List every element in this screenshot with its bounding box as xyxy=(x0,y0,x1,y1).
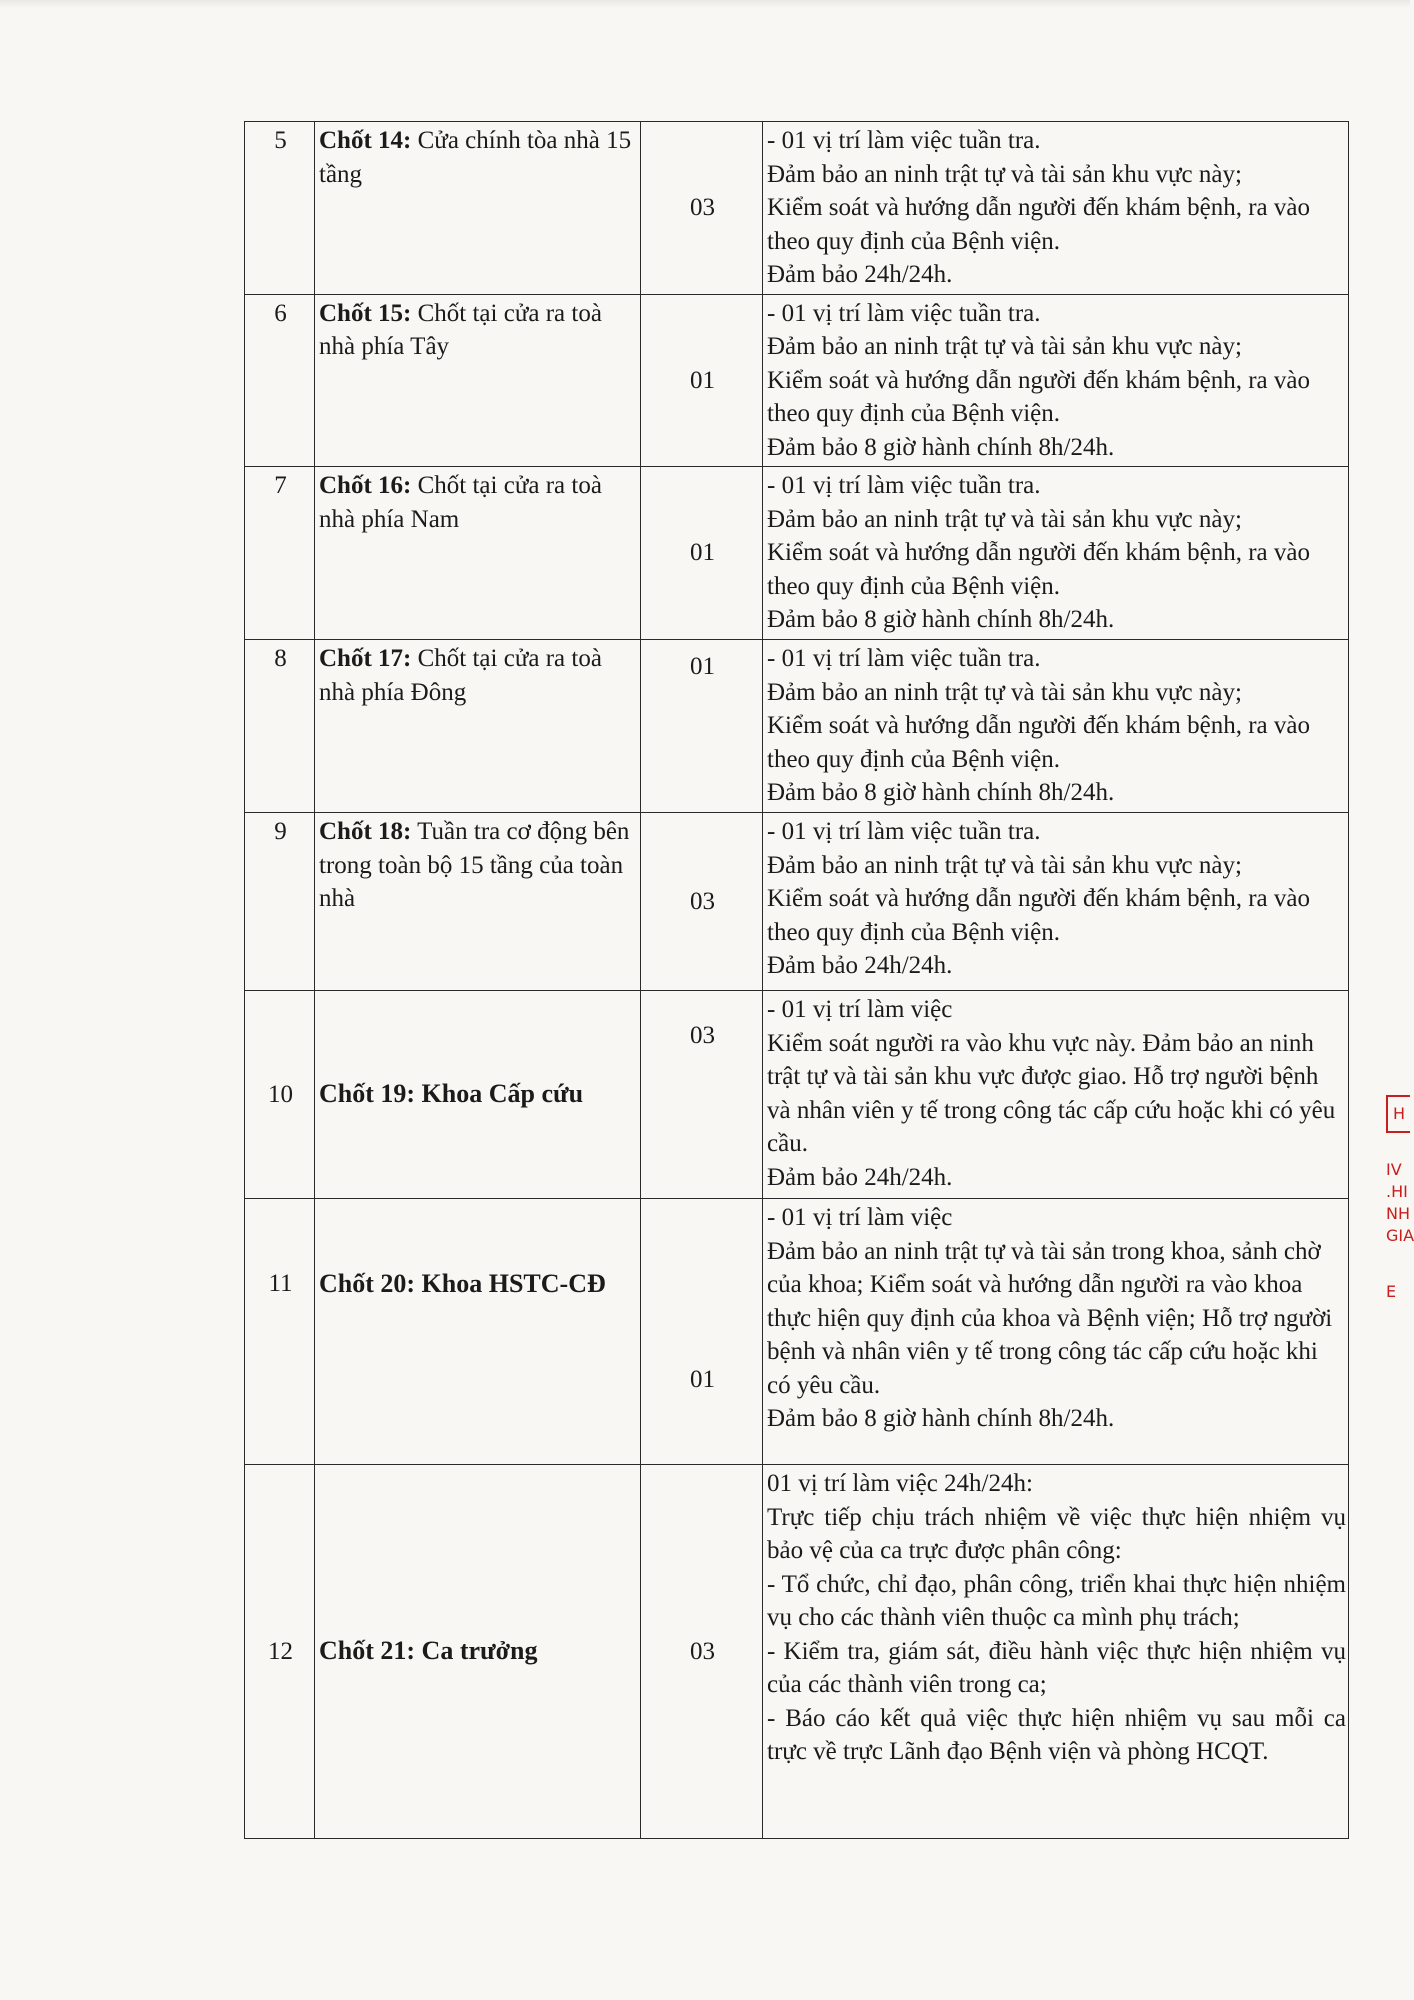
post-duties: 01 vị trí làm việc 24h/24h: Trực tiếp chịu trách nhiệm về việc thực hiện nhiệm vụ bảo vệ của ca trực được phân công: - Tổ chức, chỉ đạo, phân công, triển khai thực hiện nhiệm vụ cho các thành viên thuộc ca mình phụ trách; - Kiểm tra, giám sát, điều hành việc thực hiện nhiệm vụ của các thành viên trong ca; - Báo cáo kết quả việc thực hiện nhiệm vụ sau mỗi ca trực về trực Lãnh đạo Bệnh viện và phòng HCQT. xyxy=(763,1465,1349,1839)
stamp-line: E xyxy=(1386,1282,1397,1301)
row-number: 6 xyxy=(245,294,315,467)
post-name xyxy=(315,294,641,467)
post-name xyxy=(315,813,641,991)
table-row xyxy=(245,991,1349,1199)
post-duties: - 01 vị trí làm việc tuần tra. Đảm bảo an ninh trật tự và tài sản khu vực này; Kiểm soát và hướng dẫn người đến khám bệnh, ra vào theo quy định của Bệnh viện. Đảm bảo 8 giờ hành chính 8h/24h. xyxy=(763,294,1349,467)
post-name xyxy=(315,640,641,813)
row-number: 8 xyxy=(245,640,315,813)
scan-edge xyxy=(0,0,1410,8)
post-description: Tuần tra cơ động bên trong toàn bộ 15 tầng của toàn nhà xyxy=(319,818,630,912)
post-description: Chốt tại cửa ra toà nhà phía Tây xyxy=(319,299,602,360)
post-duties: - 01 vị trí làm việc Đảm bảo an ninh trật tự và tài sản trong khoa, sảnh chờ của khoa; Kiểm soát và hướng dẫn người ra vào khoa thực hiện quy định của khoa và Bệnh viện; Hỗ trợ người bệnh và nhân viên y tế trong công tác cấp cứu hoặc khi có yêu cầu. Đảm bảo 8 giờ hành chính 8h/24h. xyxy=(763,1199,1349,1465)
post-name xyxy=(315,991,641,1199)
table-row xyxy=(245,294,1349,467)
row-number: 5 xyxy=(245,122,315,295)
post-label: Chốt 14: xyxy=(319,127,412,154)
table-row xyxy=(245,1199,1349,1465)
post-quantity: 03 xyxy=(641,122,763,295)
post-quantity: 01 xyxy=(641,640,763,813)
post-label: Chốt 17: xyxy=(319,645,412,672)
row-number: 12 xyxy=(245,1465,315,1839)
stamp-line: GIA xyxy=(1386,1226,1414,1245)
margin-seal-stamp xyxy=(1386,1095,1414,1325)
post-label: Chốt 19: Khoa Cấp cứu xyxy=(319,1079,584,1109)
post-label: Chốt 16: xyxy=(319,472,412,499)
table-row xyxy=(245,1465,1349,1839)
post-duties: - 01 vị trí làm việc tuần tra. Đảm bảo an ninh trật tự và tài sản khu vực này; Kiểm soát và hướng dẫn người đến khám bệnh, ra vào theo quy định của Bệnh viện. Đảm bảo 8 giờ hành chính 8h/24h. xyxy=(763,640,1349,813)
post-name xyxy=(315,1199,641,1465)
post-duties: - 01 vị trí làm việc Kiểm soát người ra vào khu vực này. Đảm bảo an ninh trật tự và tài sản khu vực được giao. Hỗ trợ người bệnh và nhân viên y tế trong công tác cấp cứu hoặc khi có yêu cầu. Đảm bảo 24h/24h. xyxy=(763,991,1349,1199)
post-label: Chốt 21: Ca trưởng xyxy=(319,1636,538,1666)
post-duties: - 01 vị trí làm việc tuần tra. Đảm bảo an ninh trật tự và tài sản khu vực này; Kiểm soát và hướng dẫn người đến khám bệnh, ra vào theo quy định của Bệnh viện. Đảm bảo 8 giờ hành chính 8h/24h. xyxy=(763,467,1349,640)
stamp-line: IV xyxy=(1386,1160,1402,1179)
stamp-line: NH xyxy=(1386,1204,1410,1223)
table-row xyxy=(245,122,1349,295)
post-name xyxy=(315,122,641,295)
post-label: Chốt 20: Khoa HSTC-CĐ xyxy=(319,1269,606,1298)
security-post-table xyxy=(244,121,1349,1839)
stamp-line: H xyxy=(1386,1095,1410,1133)
row-number: 7 xyxy=(245,467,315,640)
row-number: 10 xyxy=(245,991,315,1199)
row-number: 9 xyxy=(245,813,315,991)
post-label: Chốt 15: xyxy=(319,299,412,327)
post-quantity: 03 xyxy=(641,1465,763,1839)
post-quantity: 03 xyxy=(641,813,763,991)
post-name xyxy=(315,467,641,640)
post-name xyxy=(315,1465,641,1839)
row-number: 11 xyxy=(245,1199,315,1465)
post-description: Chốt tại cửa ra toà nhà phía Nam xyxy=(319,472,602,533)
post-quantity: 01 xyxy=(641,467,763,640)
stamp-line: .HI xyxy=(1386,1182,1408,1201)
post-description: Chốt tại cửa ra toà nhà phía Đông xyxy=(319,645,602,706)
post-label: Chốt 18: xyxy=(319,818,412,845)
post-duties: - 01 vị trí làm việc tuần tra. Đảm bảo an ninh trật tự và tài sản khu vực này; Kiểm soát và hướng dẫn người đến khám bệnh, ra vào theo quy định của Bệnh viện. Đảm bảo 24h/24h. xyxy=(763,122,1349,295)
post-description: Cửa chính tòa nhà 15 tầng xyxy=(319,127,632,188)
post-duties: - 01 vị trí làm việc tuần tra. Đảm bảo an ninh trật tự và tài sản khu vực này; Kiểm soát và hướng dẫn người đến khám bệnh, ra vào theo quy định của Bệnh viện. Đảm bảo 24h/24h. xyxy=(763,813,1349,991)
post-quantity: 01 xyxy=(641,1199,763,1465)
post-quantity: 03 xyxy=(641,991,763,1199)
post-quantity: 01 xyxy=(641,294,763,467)
table-row xyxy=(245,467,1349,640)
table-row xyxy=(245,813,1349,991)
table-row xyxy=(245,640,1349,813)
